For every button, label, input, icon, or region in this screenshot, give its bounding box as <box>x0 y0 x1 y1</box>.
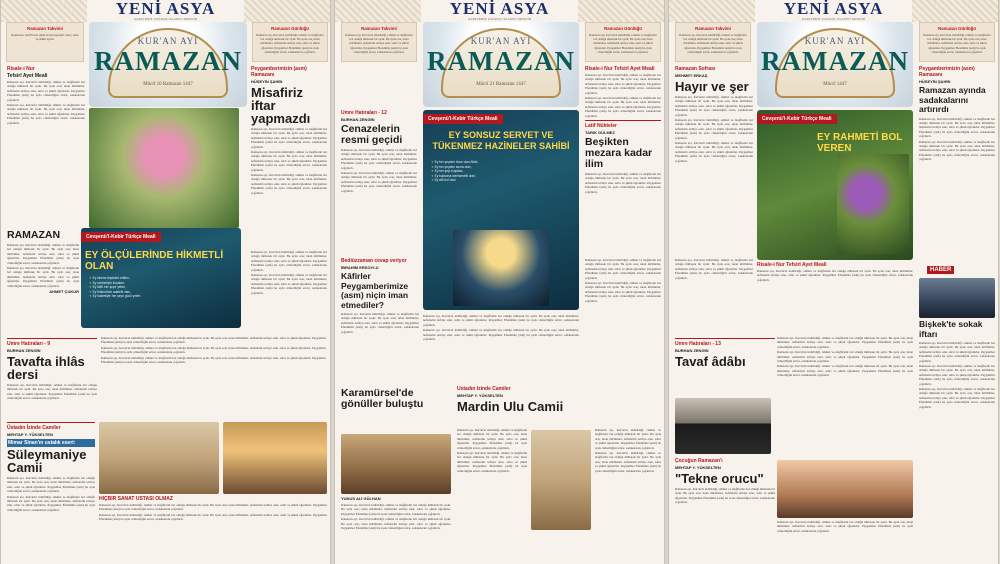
feature-line: ✦ Ey her şeyden önce olan Allah, <box>431 160 573 165</box>
article-headline: Kâfirler Peygamberimize (asm) niçin iman etmediler? <box>341 271 409 310</box>
article-body: Ramazan ayı, Kur'an'ın indirildiği, rahmet ve mağfiretin bol olduğu mübarek bir aydır. Bu ayda oruç tutan mü'minler, nefislerini terbiye eder, sabrı ve şükrü öğrenirler. Peygamber Efendimiz (asm) bu ayda cömertliğini artırır, sadakalarını çoğaltırdı. <box>919 116 995 139</box>
article-body: Ramazan ayı, Kur'an'ın indirildiği, rahmet ve mağfiretin bol olduğu mübarek bir aydır. Bu ayda oruç tutan mü'minler, nefislerini terbiye eder, sabrı ve şükrü öğrenirler. Peygamber Efendimiz (asm) bu ayda cömertliğini artırır, sadakalarını çoğaltırdı. <box>101 345 326 355</box>
article-body: Ramazan ayı, Kur'an'ın indirildiği, rahmet ve mağfiretin bol olduğu mübarek bir aydır. Bu ayda oruç tutan mü'minler, nefislerini terbiye eder, sabrı ve şükrü öğrenirler. Peygamber Efendimiz (asm) bu ayda cömertliğini artırır, sadakalarını çoğaltırdı. <box>341 503 451 516</box>
haber-article <box>919 320 995 560</box>
article-body: Ramazan ayı, Kur'an'ın indirildiği, rahmet ve mağfiretin bol olduğu mübarek bir aydır. Bu ayda oruç tutan mü'minler, nefislerini terbiye eder, sabrı ve şükrü öğrenirler. Peygamber Efendimiz (asm) bu ayda cömertliğini artırır, sadakalarını çoğaltırdı. <box>457 428 527 450</box>
article-body: Ramazan ayı, Kur'an'ın indirildiği, rahmet ve mağfiretin bol olduğu mübarek bir aydır. Bu ayda oruç tutan mü'minler, nefislerini terbiye eder, sabrı ve şükrü öğrenirler. Peygamber Efendimiz (asm) bu ayda cömertliğini artırır, sadakalarını çoğaltırdı. <box>457 451 527 473</box>
article-body: Ramazan ayı, Kur'an'ın indirildiği, rahmet ve mağfiretin bol olduğu mübarek bir aydır. Bu ayda oruç tutan mü'minler, nefislerini terbiye eder, sabrı ve şükrü öğrenirler. Peygamber Efendimiz (asm) bu ayda cömertliğini artırır, sadakalarını çoğaltırdı. <box>101 336 326 345</box>
masthead-logo: YENİ ASYA <box>115 0 216 18</box>
article-body: Ramazan ayı, Kur'an'ın indirildiği, rahmet ve mağfiretin bol olduğu mübarek bir aydır. Bu ayda oruç tutan mü'minler, nefislerini terbiye eder, sabrı ve şükrü öğrenirler. Peygamber Efendimiz (asm) bu ayda cömertliğini artırır, sadakalarını çoğaltırdı. <box>7 476 95 494</box>
banner-pre: KUR'AN AYI <box>470 36 532 46</box>
masthead-tagline: GAZETEMİZ ÇAĞDAŞ İSLAM'IN SESİDİR <box>133 17 198 21</box>
kuran-ayi-banner <box>89 22 247 107</box>
article-author: HÜSEYİN ŞAHİN <box>919 79 951 84</box>
feature-line: ✦ Ey her şeyi kuşatan, <box>431 169 573 174</box>
article-body: Ramazan ayı, Kur'an'ın indirildiği, rahmet ve mağfiretin bol olduğu mübarek bir aydır. Bu ayda oruç tutan mü'minler, nefislerini terbiye eder, sabrı ve şükrü öğrenirler. Peygamber Efendimiz (asm) bu ayda cömertliğini artırır, sadakalarını çoğaltırdı. <box>919 139 995 162</box>
mardin-mosque-photo <box>531 430 591 530</box>
banner-sub: Mücrî 1447 <box>823 82 847 87</box>
feature-line: ✦ Ey kullarına merhametli olan, <box>431 174 573 179</box>
feature-line: ✦ Ey hükmünde adaletli olan, <box>89 290 235 295</box>
karamursel-body <box>341 496 451 564</box>
article-kicker: Çocuğun Ramazan'ı <box>675 458 723 464</box>
ramazan-calendar-box <box>675 22 751 62</box>
article-kicker: Umre Hatıraları - 13 <box>675 341 721 347</box>
article-body: Ramazan ayı, Kur'an'ın indirildiği, rahmet ve mağfiretin bol olduğu mübarek bir aydır. Bu ayda oruç tutan mü'minler, nefislerini terbiye eder, sabrı ve şükrü öğrenirler. Peygamber Efendimiz (asm) bu ayda cömertliğini artırır, sadakalarını çoğaltırdı. <box>7 383 97 401</box>
feature-ribbon: Cevşenü'l-Kebir Türkçe Meali <box>423 114 503 124</box>
article-body: Ramazan ayı, Kur'an'ın indirildiği, rahmet ve mağfiretin bol olduğu mübarek bir aydır. Bu ayda oruç tutan mü'minler, nefislerini terbiye eder, sabrı ve şükrü öğrenirler. Peygamber Efendimiz (asm) bu ayda cömertliğini artırır, sadakalarını çoğaltırdı. <box>675 258 753 280</box>
article-body: Ramazan ayı, Kur'an'ın indirildiği, rahmet ve mağfiretin bol olduğu mübarek bir aydır. Bu ayda oruç tutan mü'minler, nefislerini terbiye eder, sabrı ve şükrü öğrenirler. Peygamber Efendimiz (asm) bu ayda cömertliğini artırır, sadakalarını çoğaltırdı. <box>7 494 95 512</box>
umre-body-columns <box>101 336 326 420</box>
article-body: Ramazan ayı, Kur'an'ın indirildiği, rahmet ve mağfiretin bol olduğu mübarek bir aydır. Bu ayda oruç tutan mü'minler, nefislerini terbiye eder, sabrı ve şükrü öğrenirler. Peygamber Efendimiz (asm) bu ayda cömertliğini artırır, sadakalarını çoğaltırdı. <box>341 517 451 531</box>
cocuk-article <box>675 458 775 564</box>
article-author: İBRAHİM ERSOYLU <box>341 265 379 270</box>
box-text: Ramazan ayı, Kur'an'ın indirildiği, rahmet ve mağfiretin bol olduğu mübarek bir aydır. Bu ayda oruç tutan mü'minler, nefislerini terbiye eder, sabrı ve şükrü öğrenirler. Peygamber Efendimiz (asm) bu ayda cömertliğini artırır, sadakalarını çoğaltırdı. <box>923 33 991 54</box>
article-body: Ramazan ayı, Kur'an'ın indirildiği, rahmet ve mağfiretin bol olduğu mübarek bir aydır. Bu ayda oruç tutan mü'minler, nefislerini terbiye eder, sabrı ve şükrü öğrenirler. Peygamber Efendimiz (asm) bu ayda cömertliğini artırır, sadakalarını çoğaltırdı. <box>7 80 85 102</box>
article-body: Ramazan ayı, Kur'an'ın indirildiği, rahmet ve mağfiretin bol olduğu mübarek bir aydır. Bu ayda oruç tutan mü'minler, nefislerini terbiye eder, sabrı ve şükrü öğrenirler. Peygamber Efendimiz (asm) bu ayda cömertliğini artırır, sadakalarını çoğaltırdı. <box>585 172 661 194</box>
masthead-tagline: GAZETEMİZ ÇAĞDAŞ İSLAM'IN SESİDİR <box>467 17 532 21</box>
article-body: Ramazan ayı, Kur'an'ın indirildiği, rahmet ve mağfiretin bol olduğu mübarek bir aydır. Bu ayda oruç tutan mü'minler, nefislerini terbiye eder, sabrı ve şükrü öğrenirler. Peygamber Efendimiz (asm) bu ayda cömertliğini artırır, sadakalarını çoğaltırdı. <box>341 148 417 170</box>
article-kicker: Bediüzzaman cevap veriyor <box>341 258 407 264</box>
article-author: MEHTAP Y. YÜKSELTEN <box>7 432 53 437</box>
ramazan-poem <box>7 230 79 330</box>
article-kicker: Üstadın İzinde Camiler <box>457 386 511 392</box>
article-body: Ramazan ayı, Kur'an'ın indirildiği, rahmet ve mağfiretin bol olduğu mübarek bir aydır. Bu ayda oruç tutan mü'minler, nefislerini terbiye eder, sabrı ve şükrü öğrenirler. Peygamber Efendimiz (asm) bu ayda cömertliğini artırır, sadakalarını çoğaltırdı. <box>251 250 327 272</box>
box-title: Ramazan Takvimi <box>27 26 63 31</box>
article-body: Ramazan ayı, Kur'an'ın indirildiği, rahmet ve mağfiretin bol olduğu mübarek bir aydır. Bu ayda oruç tutan mü'minler, nefislerini terbiye eder, sabrı ve şükrü öğrenirler. Peygamber Efendimiz (asm) bu ayda cömertliğini artırır, sadakalarını çoğaltırdı. <box>777 364 913 378</box>
article-body: Ramazan ayı, Kur'an'ın indirildiği, rahmet ve mağfiretin bol olduğu mübarek bir aydır. Bu ayda oruç tutan mü'minler, nefislerini terbiye eder, sabrı ve şükrü öğrenirler. Peygamber Efendimiz (asm) bu ayda cömertliğini artırır, sadakalarını çoğaltırdı. <box>423 328 579 342</box>
masthead <box>335 0 664 22</box>
article-body: Ramazan ayı, Kur'an'ın indirildiği, rahmet ve mağfiretin bol olduğu mübarek bir aydır. Bu ayda oruç tutan mü'minler, nefislerini terbiye eder, sabrı ve şükrü öğrenirler. Peygamber Efendimiz (asm) bu ayda cömertliğini artırır, sadakalarını çoğaltırdı. <box>919 341 995 363</box>
feature-line: ✦ Ey lütfü her şeye yeten, <box>89 285 235 290</box>
ustadin-body <box>457 428 527 564</box>
article-headline: Misafiriz iftar yapmazdı <box>251 85 311 126</box>
box-title: Ramazan Takvimi <box>695 26 731 31</box>
article-kicker: Risale-i Nur <box>7 66 35 72</box>
grapes-photo <box>837 154 909 254</box>
divider <box>7 338 97 339</box>
article-body: Ramazan ayı, Kur'an'ın indirildiği, rahmet ve mağfiretin bol olduğu mübarek bir aydır. Bu ayda oruç tutan mü'minler, nefislerini terbiye eder, sabrı ve şükrü öğrenirler. Peygamber Efendimiz (asm) bu ayda cömertliğini artırır, sadakalarını çoğaltırdı. <box>675 95 753 117</box>
box-title: Ramazan Günlüğü <box>938 26 976 31</box>
article-kicker: Latif Nükteler <box>585 123 617 130</box>
divider <box>7 422 95 423</box>
article-body: Ramazan ayı, Kur'an'ın indirildiği, rahmet ve mağfiretin bol olduğu mübarek bir aydır. Bu ayda oruç tutan mü'minler, nefislerini terbiye eder, sabrı ve şükrü öğrenirler. Peygamber Efendimiz (asm) bu ayda cömertliğini artırır, sadakalarını çoğaltırdı. <box>777 336 913 349</box>
banner-main: RAMAZAN <box>94 46 242 76</box>
box-text: Ramazan ayı, Kur'an'ın indirildiği, rahmet ve mağfiretin bol olduğu mübarek bir aydır. Bu ayda oruç tutan mü'minler, nefislerini terbiye eder, sabrı ve şükrü öğrenirler. Peygamber Efendimiz (asm) bu ayda cömertliğini artırır, sadakalarını çoğaltırdı. <box>679 33 747 54</box>
kuran-ayi-banner <box>757 22 913 107</box>
article-body: Ramazan ayı, Kur'an'ın indirildiği, rahmet ve mağfiretin bol olduğu mübarek bir aydır. Bu ayda oruç tutan mü'minler, nefislerini terbiye eder, sabrı ve şükrü öğrenirler. Peygamber Efendimiz (asm) bu ayda cömertliğini artırır, sadakalarını çoğaltırdı. <box>341 171 417 193</box>
article-body: Ramazan ayı, Kur'an'ın indirildiği, rahmet ve mağfiretin bol olduğu mübarek bir aydır. Bu ayda oruç tutan mü'minler, nefislerini terbiye eder, sabrı ve şükrü öğrenirler. Peygamber Efendimiz (asm) bu ayda cömertliğini artırır, sadakalarını çoğaltırdı. <box>675 141 753 163</box>
article-author: MEHTAP Y. YÜKSELTEN <box>675 465 721 470</box>
umre-article <box>341 110 417 255</box>
article-head: Tefsirî Ayet Meali <box>7 73 48 79</box>
sofrasi-continuation <box>675 258 753 334</box>
ramazan-gunlugu-box <box>585 22 661 62</box>
ustadin-article <box>457 386 661 426</box>
feature-list <box>89 276 235 299</box>
article-body: Ramazan ayı, Kur'an'ın indirildiği, rahmet ve mağfiretin bol olduğu mübarek bir aydır. Bu ayda oruç tutan mü'minler, nefislerini terbiye eder, sabrı ve şükrü öğrenirler. Peygamber Efendimiz (asm) bu ayda cömertliğini artırır, sadakalarını çoğaltırdı. <box>251 173 327 195</box>
masthead-logo: YENİ ASYA <box>449 0 550 18</box>
article-body: Ramazan ayı, Kur'an'ın indirildiği, rahmet ve mağfiretin bol olduğu mübarek bir aydır. Bu ayda oruç tutan mü'minler, nefislerini terbiye eder, sabrı ve şükrü öğrenirler. Peygamber Efendimiz (asm) bu ayda cömertliğini artırır, sadakalarını çoğaltırdı. <box>595 428 661 450</box>
feature-line: ✦ Ey zikrine teşekkür edilen, <box>89 276 235 281</box>
ustadin-body-2 <box>595 428 661 564</box>
article-body: Ramazan ayı, Kur'an'ın indirildiği, rahmet ve mağfiretin bol olduğu mübarek bir aydır. Bu ayda oruç tutan mü'minler, nefislerini terbiye eder, sabrı ve şükrü öğrenirler. Peygamber Efendimiz (asm) bu ayda cömertliğini artırır, sadakalarını çoğaltırdı. <box>757 269 913 282</box>
box-text: Ramazan ayı, Kur'an'ın indirildiği, rahmet ve mağfiretin bol olduğu mübarek bir aydır. Bu ayda oruç tutan mü'minler, nefislerini terbiye eder, sabrı ve şükrü öğrenirler. Peygamber Efendimiz (asm) bu ayda cömertliğini artırır, sadakalarını çoğaltırdı. <box>345 33 413 54</box>
bishkek-photo <box>919 278 995 318</box>
article-author: TARIK GÜLMEZ <box>585 130 615 136</box>
article-kicker: Risale-i Nur Tefsirî Ayet Meali <box>757 262 827 268</box>
article-body: Ramazan ayı, Kur'an'ın indirildiği, rahmet ve mağfiretin bol olduğu mübarek bir aydır. Bu ayda oruç tutan mü'minler, nefislerini terbiye eder, sabrı ve şükrü öğrenirler. Peygamber Efendimiz (asm) bu ayda cömertliğini artırır, sadakalarını çoğaltırdı. <box>585 258 661 280</box>
risale-article <box>7 66 85 216</box>
article-headline: Beşikten mezara kadar ilim <box>585 136 653 171</box>
article-headline: Tavafta ihlâs dersi <box>7 354 85 382</box>
peygamber-article <box>251 66 327 246</box>
banner-sub: Mücrî 10 Ramazan 1447 <box>143 82 193 87</box>
article-kicker: Ramazan Sofrası <box>675 66 716 72</box>
article-body: Ramazan ayı, Kur'an'ın indirildiği, rahmet ve mağfiretin bol olduğu mübarek bir aydır. Bu ayda oruç tutan mü'minler, nefislerini terbiye eder, sabrı ve şükrü öğrenirler. Peygamber Efendimiz (asm) bu ayda cömertliğini artırır, sadakalarını çoğaltırdı. <box>595 451 661 473</box>
poem-body: Ramazan ayı, Kur'an'ın indirildiği, rahmet ve mağfiretin bol olduğu mübarek bir aydır. Bu ayda oruç tutan mü'minler, nefislerini terbiye eder, sabrı ve şükrü öğrenirler. Peygamber Efendimiz (asm) bu ayda cömertliğini artırır, sadakalarını çoğaltırdı. <box>7 266 79 288</box>
umre-body <box>777 336 913 456</box>
newspaper-page-2 <box>334 0 665 564</box>
risale-article <box>585 66 661 256</box>
article-body: Ramazan ayı, Kur'an'ın indirildiği, rahmet ve mağfiretin bol olduğu mübarek bir aydır. Bu ayda oruç tutan mü'minler, nefislerini terbiye eder, sabrı ve şükrü öğrenirler. Peygamber Efendimiz (asm) bu ayda cömertliğini artırır, sadakalarını çoğaltırdı. <box>423 314 579 327</box>
feature-ribbon: Cevşenü'l-Kebir Türkçe Meali <box>81 232 161 242</box>
box-text: Ramazan-ı Şerif'in her günü sevap kapısıdır. Oruç, sabır ve şükür ayıdır. <box>11 33 79 42</box>
article-author: MEHMET ERKAŞ <box>675 73 708 78</box>
article-headline: Karamürsel'de gönüller buluştu <box>341 388 424 410</box>
suleymaniye-photo <box>99 422 219 494</box>
kuran-ayi-banner <box>423 22 579 107</box>
poem-body: Ramazan ayı, Kur'an'ın indirildiği, rahmet ve mağfiretin bol olduğu mübarek bir aydır. Bu ayda oruç tutan mü'minler, nefislerini terbiye eder, sabrı ve şükrü öğrenirler. Peygamber Efendimiz (asm) bu ayda cömertliğini artırır, sadakalarını çoğaltırdı. <box>7 243 79 265</box>
article-kicker: Peygamberimizin (asm) Ramazanı <box>919 66 975 78</box>
banner-pre: KUR'AN AYI <box>137 36 199 46</box>
article-body: Ramazan ayı, Kur'an'ın indirildiği, rahmet ve mağfiretin bol olduğu mübarek bir aydır. Bu ayda oruç tutan mü'minler, nefislerini terbiye eder, sabrı ve şükrü öğrenirler. Peygamber Efendimiz (asm) bu ayda cömertliğini artırır, sadakalarını çoğaltırdı. <box>675 118 753 140</box>
box-title: Ramazan Takvimi <box>361 26 397 31</box>
ramazan-gunlugu-box <box>252 22 328 62</box>
box-title: Ramazan Günlüğü <box>271 26 309 31</box>
article-headline: Bişkek'te sokak iftarı <box>919 320 983 339</box>
article-body: Ramazan ayı, Kur'an'ın indirildiği, rahmet ve mağfiretin bol olduğu mübarek bir aydır. Bu ayda oruç tutan mü'minler, nefislerini terbiye eder, sabrı ve şükrü öğrenirler. Peygamber Efendimiz (asm) bu ayda cömertliğini artırır, sadakalarını çoğaltırdı. <box>675 487 775 505</box>
ustadin-body <box>99 496 327 564</box>
cevsen-feature <box>81 228 241 328</box>
ramazan-calendar-box <box>6 22 84 62</box>
feature-ribbon: Cevşenü'l-Kebir Türkçe Meali <box>757 114 837 124</box>
article-author: BURHAN ZENGİN <box>7 348 41 353</box>
haber-tag: HABER <box>927 266 954 274</box>
prayer-photo <box>453 230 549 306</box>
article-body: Ramazan ayı, Kur'an'ın indirildiği, rahmet ve mağfiretin bol olduğu mübarek bir aydır. Bu ayda oruç tutan mü'minler, nefislerini terbiye eder, sabrı ve şükrü öğrenirler. Peygamber Efendimiz (asm) bu ayda cömertliğini artırır, sadakalarını çoğaltırdı. <box>251 127 327 149</box>
feature-list <box>431 160 573 183</box>
risale-article <box>757 262 913 332</box>
banner-pre: KUR'AN AYI <box>804 36 866 46</box>
street-photo <box>223 422 327 494</box>
article-body: Ramazan ayı, Kur'an'ın indirildiği, rahmet ve mağfiretin bol olduğu mübarek bir aydır. Bu ayda oruç tutan mü'minler, nefislerini terbiye eder, sabrı ve şükrü öğrenirler. Peygamber Efendimiz (asm) bu ayda cömertliğini artırır, sadakalarını çoğaltırdı. <box>585 73 661 95</box>
article-subhead: Mimar Sinan'ın ustalık eseri: <box>7 439 95 447</box>
sofrasi-article <box>675 66 753 256</box>
article-body: Ramazan ayı, Kur'an'ın indirildiği, rahmet ve mağfiretin bol olduğu mübarek bir aydır. Bu ayda oruç tutan mü'minler, nefislerini terbiye eder, sabrı ve şükrü öğrenirler. Peygamber Efendimiz (asm) bu ayda cömertliğini artırır, sadakalarını çoğaltırdı. <box>251 150 327 172</box>
article-headline: Tavaf âdâbı <box>675 354 746 369</box>
feature-headline: EY ÖLÇÜLERİNDE HİKMETLİ OLAN <box>85 250 224 272</box>
peygamber-article <box>919 66 995 256</box>
cevsen-feature <box>757 110 913 260</box>
children-photo <box>777 460 913 518</box>
article-body: Ramazan ayı, Kur'an'ın indirildiği, rahmet ve mağfiretin bol olduğu mübarek bir aydır. Bu ayda oruç tutan mü'minler, nefislerini terbiye eder, sabrı ve şükrü öğrenirler. Peygamber Efendimiz (asm) bu ayda cömertliğini artırır, sadakalarını çoğaltırdı. <box>777 350 913 364</box>
masthead-logo: YENİ ASYA <box>783 0 884 18</box>
banner-sub: Mücrî 21 Ramazan 1447 <box>476 82 526 87</box>
banner-main: RAMAZAN <box>427 46 575 76</box>
article-headline: Cenazelerin resmi geçidi <box>341 123 403 146</box>
article-author: MEHTAP Y. YÜKSELTEN <box>457 393 503 398</box>
box-text: Ramazan ayı, Kur'an'ın indirildiği, rahmet ve mağfiretin bol olduğu mübarek bir aydır. Bu ayda oruç tutan mü'minler, nefislerini terbiye eder, sabrı ve şükrü öğrenirler. Peygamber Efendimiz (asm) bu ayda cömertliğini artırır, sadakalarını çoğaltırdı. <box>589 33 657 54</box>
umre-article <box>675 336 775 396</box>
latif-continuation <box>585 258 661 378</box>
article-body: Ramazan ayı, Kur'an'ın indirildiği, rahmet ve mağfiretin bol olduğu mübarek bir aydır. Bu ayda oruç tutan mü'minler, nefislerini terbiye eder, sabrı ve şükrü öğrenirler. Peygamber Efendimiz (asm) bu ayda cömertliğini artırır, sadakalarını çoğaltırdı. <box>919 387 995 409</box>
article-kicker: Üstadın İzinde Camiler <box>7 425 61 431</box>
article-kicker: Umre Hatıraları - 12 <box>341 110 387 116</box>
ramazan-calendar-box <box>341 22 417 62</box>
mid-body <box>423 314 579 384</box>
article-kicker: HİÇBİR SANAT USTASI OLMAZ <box>99 496 173 502</box>
cocuk-body <box>777 520 913 564</box>
article-body: Ramazan ayı, Kur'an'ın indirildiği, rahmet ve mağfiretin bol olduğu mübarek bir aydır. Bu ayda oruç tutan mü'minler, nefislerini terbiye eder, sabrı ve şükrü öğrenirler. Peygamber Efendimiz (asm) bu ayda cömertliğini artırır, sadakalarını çoğaltırdı. <box>99 503 327 512</box>
article-body: Ramazan ayı, Kur'an'ın indirildiği, rahmet ve mağfiretin bol olduğu mübarek bir aydır. Bu ayda oruç tutan mü'minler, nefislerini terbiye eder, sabrı ve şükrü öğrenirler. Peygamber Efendimiz (asm) bu ayda cömertliğini artırır, sadakalarını çoğaltırdı. <box>585 96 661 118</box>
article-author: YUNUS ALİ GÜLHAN <box>341 496 381 501</box>
article-body: Ramazan ayı, Kur'an'ın indirildiği, rahmet ve mağfiretin bol olduğu mübarek bir aydır. Bu ayda oruç tutan mü'minler, nefislerini terbiye eder, sabrı ve şükrü öğrenirler. Peygamber Efendimiz (asm) bu ayda cömertliğini artırır, sadakalarını çoğaltırdı. <box>777 520 913 533</box>
article-author: BURHAN ZENGİN <box>341 117 375 122</box>
article-headline: "Tekne orucu" <box>675 471 764 486</box>
bediuzzaman-article <box>341 258 419 388</box>
continuation-column <box>251 250 327 330</box>
article-author: HÜSEYİN ŞAHİN <box>251 79 283 84</box>
article-headline: Mardin Ulu Camii <box>457 399 564 414</box>
feature-headline: EY RAHMETİ BOL VEREN <box>817 132 903 154</box>
feature-line: ✦ Ey kudretiyle her şeye gücü yeten <box>89 294 235 299</box>
masthead-tagline: GAZETEMİZ ÇAĞDAŞ İSLAM'IN SESİDİR <box>801 17 866 21</box>
article-body: Ramazan ayı, Kur'an'ın indirildiği, rahmet ve mağfiretin bol olduğu mübarek bir aydır. Bu ayda oruç tutan mü'minler, nefislerini terbiye eder, sabrı ve şükrü öğrenirler. Peygamber Efendimiz (asm) bu ayda cömertliğini artırır, sadakalarını çoğaltırdı. <box>585 281 661 303</box>
article-body: Ramazan ayı, Kur'an'ın indirildiği, rahmet ve mağfiretin bol olduğu mübarek bir aydır. Bu ayda oruç tutan mü'minler, nefislerini terbiye eder, sabrı ve şükrü öğrenirler. Peygamber Efendimiz (asm) bu ayda cömertliğini artırır, sadakalarını çoğaltırdı. <box>7 103 85 125</box>
box-title: Ramazan Günlüğü <box>604 26 642 31</box>
article-headline: Süleymaniye Camii <box>7 447 87 475</box>
feature-line: ✦ Ey affı bol olan <box>431 178 573 183</box>
karamursel-article <box>341 388 451 432</box>
masthead <box>1 0 330 22</box>
article-kicker: Peygamberimizin (asm) Ramazanı <box>251 66 307 78</box>
iftar-table-photo <box>341 434 451 494</box>
masthead <box>669 0 998 22</box>
divider <box>585 120 661 121</box>
article-body: Ramazan ayı, Kur'an'ın indirildiği, rahmet ve mağfiretin bol olduğu mübarek bir aydır. Bu ayda oruç tutan mü'minler, nefislerini terbiye eder, sabrı ve şükrü öğrenirler. Peygamber Efendimiz (asm) bu ayda cömertliğini artırır, sadakalarını çoğaltırdı. <box>99 512 327 522</box>
newspaper-page-1 <box>0 0 331 564</box>
article-kicker: Umre Hatıraları - 9 <box>7 341 51 347</box>
banner-main: RAMAZAN <box>761 46 909 76</box>
feature-line: ✦ Ey rahmetiyle kuşatan, <box>89 281 235 286</box>
newspaper-page-3 <box>668 0 999 564</box>
article-kicker: Risale-i Nur Tefsirî Ayet Meali <box>585 66 655 72</box>
cevsen-feature <box>423 110 579 310</box>
article-headline: Ramazan ayında sadakalarını artırırdı <box>919 85 986 114</box>
box-text: Ramazan ayı, Kur'an'ın indirildiği, rahmet ve mağfiretin bol olduğu mübarek bir aydır. Bu ayda oruç tutan mü'minler, nefislerini terbiye eder, sabrı ve şükrü öğrenirler. Peygamber Efendimiz (asm) bu ayda cömertliğini artırır, sadakalarını çoğaltırdı. <box>256 33 324 54</box>
article-body: Ramazan ayı, Kur'an'ın indirildiği, rahmet ve mağfiretin bol olduğu mübarek bir aydır. Bu ayda oruç tutan mü'minler, nefislerini terbiye eder, sabrı ve şükrü öğrenirler. Peygamber Efendimiz (asm) bu ayda cömertliğini artırır, sadakalarını çoğaltırdı. <box>101 355 326 365</box>
article-body: Ramazan ayı, Kur'an'ın indirildiği, rahmet ve mağfiretin bol olduğu mübarek bir aydır. Bu ayda oruç tutan mü'minler, nefislerini terbiye eder, sabrı ve şükrü öğrenirler. Peygamber Efendimiz (asm) bu ayda cömertliğini artırır, sadakalarını çoğaltırdı. <box>341 312 419 334</box>
article-author: BURHAN ZENGİN <box>675 348 709 353</box>
article-body: Ramazan ayı, Kur'an'ın indirildiği, rahmet ve mağfiretin bol olduğu mübarek bir aydır. Bu ayda oruç tutan mü'minler, nefislerini terbiye eder, sabrı ve şükrü öğrenirler. Peygamber Efendimiz (asm) bu ayda cömertliğini artırır, sadakalarını çoğaltırdı. <box>919 364 995 386</box>
poem-author: AHMET ÇUKUR <box>49 289 79 295</box>
feature-line: ✦ Ey her şeyden sonra olan, <box>431 165 573 170</box>
kaaba-photo <box>675 398 771 454</box>
flower-photo <box>89 108 239 228</box>
divider <box>675 338 775 339</box>
feature-headline: EY SONSUZ SERVET VE TÜKENMEZ HAZİNELER SAHİBİ <box>432 130 570 151</box>
article-headline: Hayır ve şer <box>675 79 749 94</box>
ustadin-article <box>7 420 95 564</box>
umre-article <box>7 336 97 420</box>
article-body: Ramazan ayı, Kur'an'ın indirildiği, rahmet ve mağfiretin bol olduğu mübarek bir aydır. Bu ayda oruç tutan mü'minler, nefislerini terbiye eder, sabrı ve şükrü öğrenirler. Peygamber Efendimiz (asm) bu ayda cömertliğini artırır, sadakalarını çoğaltırdı. <box>251 273 327 295</box>
poem-title: RAMAZAN <box>7 230 61 241</box>
ramazan-gunlugu-box <box>919 22 995 62</box>
